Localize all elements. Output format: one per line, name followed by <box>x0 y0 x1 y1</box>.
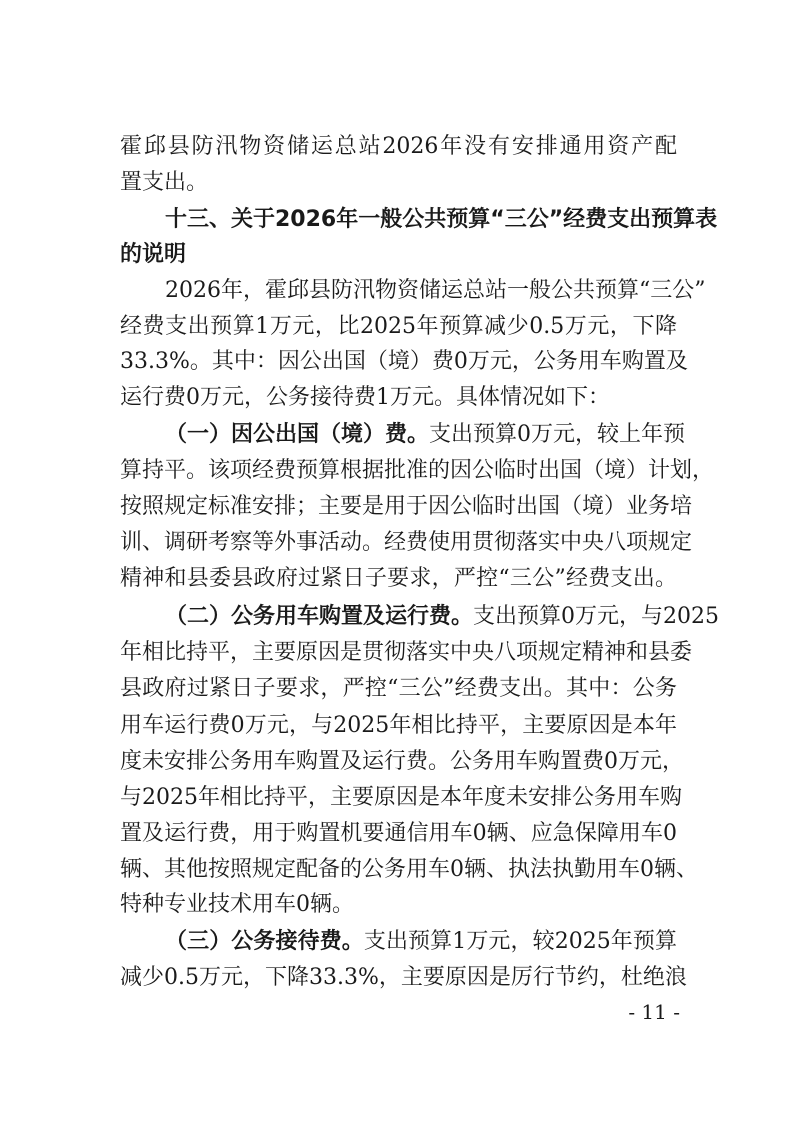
subheading-line <box>165 927 677 957</box>
subheading-line <box>165 602 720 632</box>
page-number: - 11 - <box>628 1000 680 1024</box>
body-line: 用车运行费0万元，与2025年相比持平，主要原因是本年 <box>120 713 677 738</box>
body-text: 支出预算0万元，与2025 <box>473 604 720 629</box>
body-text: 支出预算0万元，较上年预 <box>429 422 686 447</box>
subheading-line <box>165 420 686 450</box>
body-line: 运行费0万元，公务接待费1万元。具体情况如下： <box>120 385 610 410</box>
body-line: 精神和县委县政府过紧日子要求，严控“三公”经费支出。 <box>120 566 677 591</box>
body-line: 年相比持平，主要原因是贯彻落实中央八项规定精神和县委 <box>120 640 693 665</box>
body-text: 支出预算1万元，较2025年预算 <box>363 929 677 954</box>
body-line: 辆、其他按照规定配备的公务用车0辆、执法执勤用车0辆、 <box>120 857 698 882</box>
body-line: 置及运行费，用于购置机要通信用车0辆、应急保障用车0 <box>120 821 677 846</box>
subheading: （三）公务接待费。 <box>165 929 364 954</box>
section-heading: 的说明 <box>120 242 187 267</box>
body-line: 33.3%。其中：因公出国（境）费0万元，公务用车购置及 <box>120 349 688 374</box>
body-line: 2026年，霍邱县防汛物资储运总站一般公共预算“三公” <box>165 278 706 303</box>
body-line: 置支出。 <box>120 170 209 195</box>
subheading: （二）公务用车购置及运行费。 <box>165 604 474 629</box>
subheading: （一）因公出国（境）费。 <box>165 422 430 447</box>
body-line: 特种专业技术用车0辆。 <box>120 892 354 917</box>
body-line: 霍邱县防汛物资储运总站2026年没有安排通用资产配 <box>120 134 677 159</box>
section-heading: 十三、关于2026年一般公共预算“三公”经费支出预算表 <box>165 207 718 232</box>
body-line: 与2025年相比持平，主要原因是本年度未安排公务用车购 <box>120 785 682 810</box>
body-line: 经费支出预算1万元，比2025年预算减少0.5万元，下降 <box>120 314 677 339</box>
body-line: 按照规定标准安排；主要是用于因公临时出国（境）业务培 <box>120 494 693 519</box>
body-line: 训、调研考察等外事活动。经费使用贯彻落实中央八项规定 <box>120 530 693 555</box>
body-line: 县政府过紧日子要求，严控“三公”经费支出。其中：公务 <box>120 676 677 701</box>
body-line: 算持平。该项经费预算根据批准的因公临时出国（境）计划， <box>120 458 715 483</box>
body-line: 度未安排公务用车购置及运行费。公务用车购置费0万元， <box>120 749 684 774</box>
body-line: 减少0.5万元，下降33.3%，主要原因是厉行节约，杜绝浪 <box>120 965 687 990</box>
